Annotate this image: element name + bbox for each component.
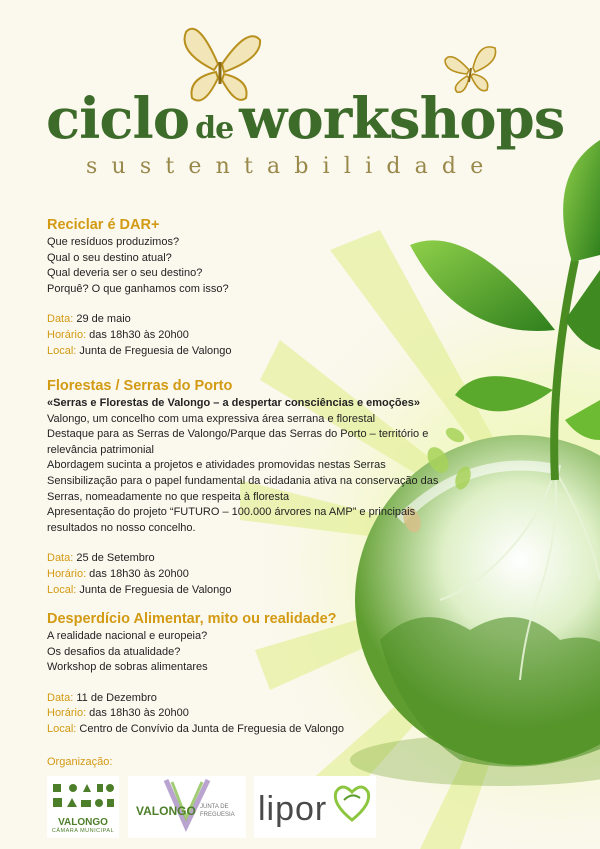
logo1-name: VALONGO — [58, 817, 108, 828]
section-desperdicio — [47, 610, 447, 738]
section-line: Workshop de sobras alimentares — [47, 661, 208, 674]
logo-lipor — [254, 776, 376, 838]
logo1-sub: CÂMARA MUNICIPAL — [51, 828, 115, 834]
heart-leaf-icon — [330, 780, 374, 824]
time-value: das 18h30 às 20h00 — [86, 567, 189, 580]
section-title: Desperdício Alimentar, mito ou realidade? — [47, 611, 337, 627]
location-line — [47, 344, 447, 360]
section-line: Abordagem sucinta a projetos e atividades promovidas nestas Serras — [47, 459, 386, 472]
title-workshops: workshops — [239, 86, 565, 152]
section-line: Serras, nomeadamente no que respeita à floresta — [47, 490, 290, 503]
date-value: 25 de Setembro — [73, 552, 155, 565]
location-value: Junta de Freguesia de Valongo — [76, 583, 232, 596]
date-line — [47, 312, 447, 328]
date-line — [47, 551, 447, 567]
time-value: das 18h30 às 20h00 — [86, 707, 189, 720]
municipal-icons-icon — [47, 778, 119, 818]
section-line: Apresentação do projeto “FUTURO – 100.000 árvores na AMP” e principais — [47, 506, 416, 519]
logo-junta-freguesia — [128, 776, 246, 838]
logo-camara-municipal — [47, 776, 119, 838]
date-value: 29 de maio — [73, 313, 131, 326]
location-line — [47, 583, 447, 599]
location-label: Local: — [47, 722, 77, 735]
location-label: Local: — [47, 583, 77, 596]
time-label: Horário: — [47, 707, 87, 720]
section-line: Que resíduos produzimos? — [47, 236, 180, 248]
section-line: Qual o seu destino atual? — [47, 251, 172, 264]
section-line: Destaque para as Serras de Valongo/Parque das Serras do Porto – território e — [47, 428, 429, 441]
logo2-sub1: JUNTA DE — [200, 804, 229, 810]
section-florestas — [47, 377, 447, 598]
page-subtitle: sustentabilidade — [86, 154, 498, 179]
section-line: Valongo, um concelho com uma expressiva área serrana e florestal — [47, 412, 376, 425]
section-subtitle: «Serras e Florestas de Valongo – a despertar consciências e emoções» — [47, 397, 420, 409]
time-line — [47, 567, 447, 583]
logo3-name: lipor — [258, 790, 328, 828]
time-label: Horário: — [47, 328, 87, 341]
location-value: Centro de Convívio da Junta de Freguesia de Valongo — [76, 722, 344, 735]
date-label: Data: — [47, 552, 74, 565]
title-ciclo: ciclo — [46, 86, 190, 152]
section-line: Porquê? O que ganhamos com isso? — [47, 282, 229, 295]
section-reciclar — [47, 216, 447, 359]
time-line — [47, 328, 447, 344]
time-line — [47, 706, 447, 722]
location-value: Junta de Freguesia de Valongo — [76, 344, 232, 357]
section-line: resultados no nosso concelho. — [47, 521, 196, 534]
date-label: Data: — [47, 691, 74, 704]
time-label: Horário: — [47, 567, 87, 580]
section-title: Florestas / Serras do Porto — [47, 378, 233, 394]
time-value: das 18h30 às 20h00 — [86, 328, 189, 341]
date-value: 11 de Dezembro — [73, 691, 157, 704]
logo2-sub2: FREGUESIA — [200, 812, 235, 818]
section-title: Reciclar é DAR+ — [47, 217, 160, 233]
section-line: Os desafios da atualidade? — [47, 645, 181, 658]
location-line — [47, 722, 447, 738]
section-line: Sensibilização para o papel fundamental da cidadania ativa na conservação das — [47, 474, 439, 487]
date-label: Data: — [47, 313, 74, 326]
section-line: Qual deveria ser o seu destino? — [47, 267, 203, 280]
organizacao-label: Organização: — [47, 756, 113, 768]
location-label: Local: — [47, 344, 77, 357]
logo2-name: VALONGO — [136, 804, 196, 818]
date-line — [47, 691, 447, 707]
section-line: relevância patrimonial — [47, 443, 154, 456]
section-line: A realidade nacional e europeia? — [47, 630, 208, 642]
title-de: de — [195, 111, 234, 146]
page-title — [46, 86, 564, 152]
